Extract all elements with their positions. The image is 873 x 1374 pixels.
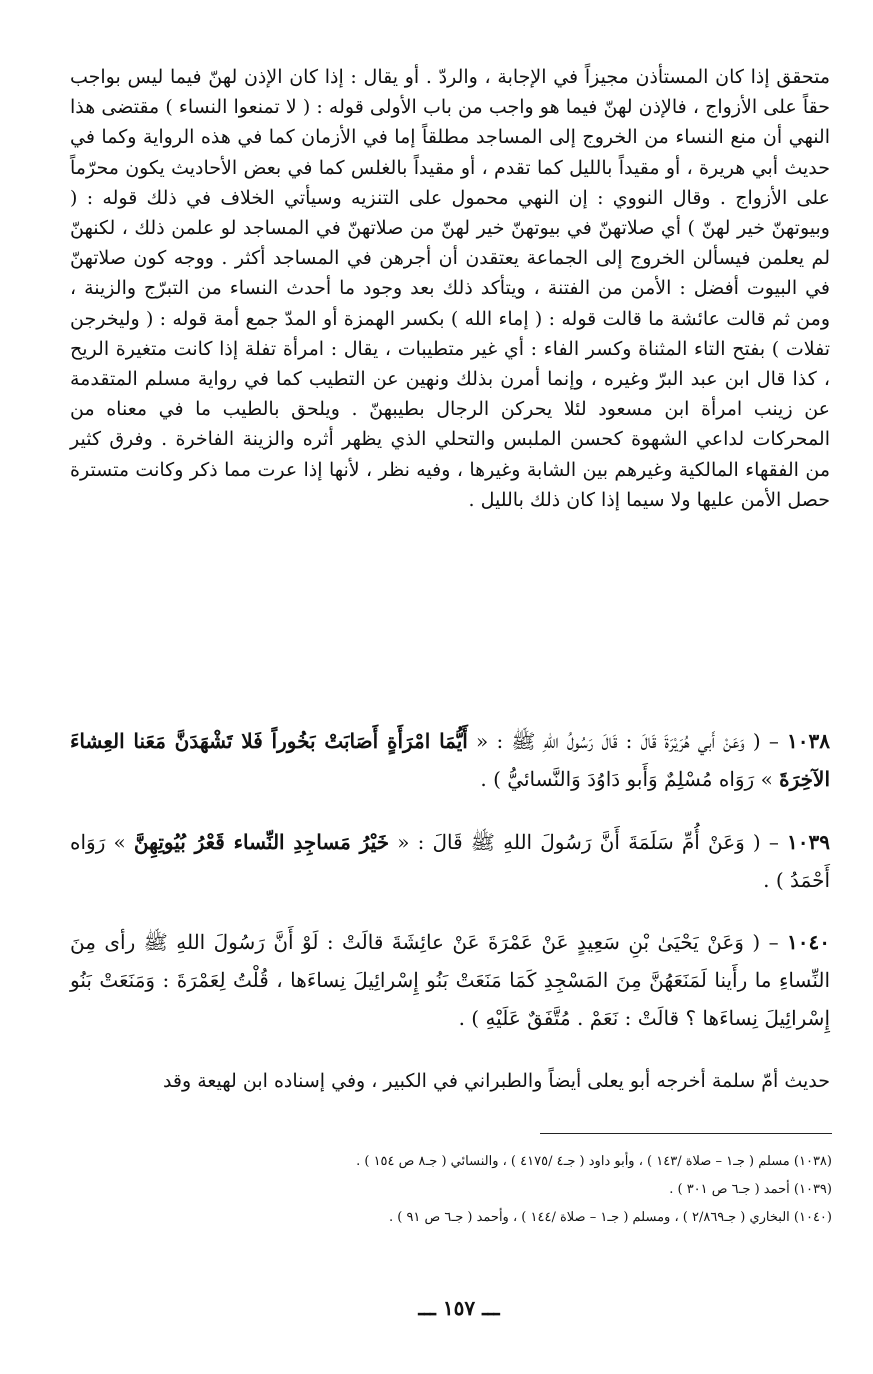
hadith-1039	[70, 823, 830, 899]
hadith-dash: –	[760, 729, 788, 753]
hadith-matn: أَيُّمَا امْرَأَةٍ أَصَابَتْ بَخُوراً فَلا تَشْهَدَنَّ مَعَنا العِشاءَ الآخِرَةَ	[70, 729, 830, 791]
hadith-number: ١٠٤٠	[787, 930, 830, 954]
footnote-1038: (١٠٣٨) مسلم ( جـ١ – صلاة /١٤٣ ) ، وأبو داود ( جـ٤ /٤١٧٥ ) ، والنسائي ( جـ٨ ص ١٥٤ ) .	[356, 1154, 832, 1169]
hadith-outro: » رَوَاه مُسْلِمٌ وَأَبو دَاوُدَ وَالنَّسائيُّ ) .	[480, 767, 780, 791]
hadith-intro: ( وَعَنْ أُمِّ سَلَمَةَ أَنَّ رَسُولَ اللهِ ﷺ قَالَ : «	[389, 830, 761, 854]
hadith-number: ١٠٣٩	[787, 830, 830, 854]
hadith-matn: خَيْرُ مَساجِدِ النِّساء قَعْرُ بُيُوتِهِنَّ	[133, 830, 390, 854]
hadith-number: ١٠٣٨	[787, 729, 831, 753]
hadith-dash: –	[760, 830, 788, 854]
hadith-1038	[70, 722, 830, 798]
footnote-1039: (١٠٣٩) أحمد ( جـ٦ ص ٣٠١ ) .	[669, 1182, 832, 1197]
commentary-paragraph: متحقق إذا كان المستأذن مجيزاً في الإجابة ، والردّ . أو يقال : إذا كان الإذن لهنّ فيما ليس بواجب حقاً على الأزواج ، فالإذن لهنّ فيما هو واجب من باب الأولى قوله : ( لا تمنعوا النساء ) مقتضى هذا النهي أن منع النساء من الخروج إلى المساجد مطلقاً إما في الأزمان كما في هذه الرواية وكما في حديث أبي هريرة ، أو مقيداً بالليل كما تقدم ، أو مقيداً بالغلس كما في بعض الأحاديث يكون محرّماً على الأزواج . وقال النووي : إن النهي محمول على التنزيه وسيأتي الخلاف في ذلك قوله : ( وبيوتهنّ خير لهنّ ) أي صلاتهنّ في بيوتهنّ خير لهنّ من صلاتهنّ في المساجد لو علمن ذلك ، لكنهنّ لم يعلمن فيسألن الخروج إلى الجماعة يعتقدن أن أجرهن في المساجد أكثر . ووجه كون صلاتهنّ في البيوت أفضل : الأمن من الفتنة ، ويتأكد ذلك بعد وجود ما أحدث النساء من التبرّج والزينة ، ومن ثم قالت عائشة ما قالت قوله : ( إماء الله ) بكسر الهمزة أو المدّ جمع أمة قوله : ( وليخرجن تفلات ) بفتح التاء المثناة وكسر الفاء : أي غير متطيبات ، يقال : امرأة تفلة إذا كانت متغيرة الريح ، كذا قال ابن عبد البرّ وغيره ، وإنما أمرن بذلك ونهين عن التطيب كما في رواية مسلم المتقدمة عن زينب امرأة ابن مسعود لئلا يحركن الرجال بطيبهنّ . ويلحق بالطيب ما في معناه من المحركات لداعي الشهوة كحسن الملبس والتحلي الذي يظهر أثره والزينة الفاخرة . وفرق كثير من الفقهاء المالكية وغيرهم بين الشابة وغيرها ، وفيه نظر ، لأنها إذا عرت مما ذكر وكانت متسترة حصل الأمن عليها ولا سيما إذا كان ذلك بالليل .	[70, 66, 831, 511]
footnotes	[70, 1148, 832, 1232]
hadith-intro: ( وَعَنْ يَحْيَىٰ بْنِ سَعِيدٍ عَنْ عَمْرَةَ عَنْ عائِشَةَ قالَتْ : لَوْ أَنَّ رَسُولَ اللهِ ﷺ رأى مِنَ النِّساءِ ما رأَينا لَمَنَعَهُنَّ مِنَ المَسْجِدِ كَمَا مَنَعَتْ بَنُو إِسْرائِيلَ نِساءَها ، قُلْتُ لِعَمْرَةَ : وَمَنَعَتْ بَنُو إِسْرائِيلَ نِساءَها ؟ قالَتْ : نَعَمْ . مُتَّفَقٌ عَلَيْهِ ) .	[70, 930, 830, 1030]
page-number: ـــ ١٥٧ ـــ	[418, 1296, 500, 1320]
hadith-dash: –	[760, 930, 788, 954]
footnote-divider	[540, 1133, 832, 1134]
commentary-continuation: حديث أمّ سلمة أخرجه أبو يعلى أيضاً والطبراني في الكبير ، وفي إسناده ابن لهيعة وقد	[162, 1070, 830, 1092]
hadith-intro: ( وَعَنْ أَبي هُرَيْرَةَ قَالَ : قَالَ رَسُولُ اللهِ ﷺ : «	[467, 729, 761, 753]
hadith-outro: » رَوَاه أَحْمَدُ ) .	[70, 830, 830, 892]
footnote-1040: (١٠٤٠) البخاري ( جـ٢/٨٦٩ ) ، ومسلم ( جـ١ – صلاة /١٤٤ ) ، وأحمد ( جـ٦ ص ٩١ ) .	[388, 1210, 832, 1225]
hadith-1040	[70, 923, 830, 1037]
